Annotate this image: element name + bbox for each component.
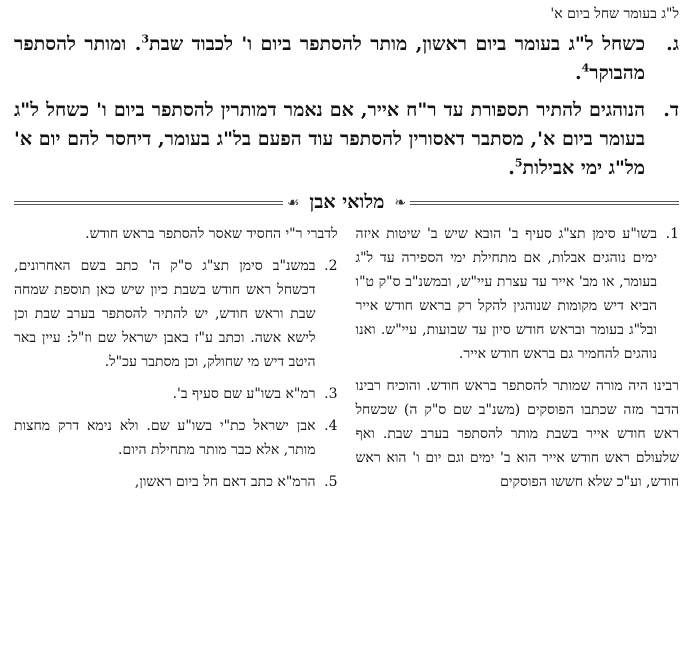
notes-column-left bbox=[14, 222, 338, 502]
footnote-continuation: לדברי ר"י החסיד שאסר להסתפר בראש חודש. bbox=[85, 226, 338, 242]
notes-column-right bbox=[356, 222, 680, 502]
running-head: ל"ג בעומר שחל ביום א' bbox=[550, 6, 679, 22]
footnote-ref[interactable]: 5 bbox=[514, 156, 523, 170]
rule-dalet bbox=[14, 96, 679, 183]
rule-text bbox=[14, 30, 645, 88]
section-divider bbox=[14, 191, 679, 214]
footnote-item bbox=[14, 414, 338, 462]
rule-text-part: כשחל ל"ג בעומר ביום ראשון, מותר להסתפר ביום ו' לכבוד שבת bbox=[148, 33, 645, 55]
footnote-number: 3. bbox=[324, 386, 338, 402]
rule-letter: ד. bbox=[663, 99, 679, 121]
rule-text bbox=[14, 96, 645, 183]
rule-text-part: הנוהגים להתיר תספורת עד ר"ח אייר, אם נאמר דמותרין להסתפר ביום ו' כשחל ל"ג בעומר ביום א', מסתבר דאסורין להסתפר עוד הפעם בל"ג בעומר, דיחסר להם יום א' מל"ג ימי אבילות bbox=[14, 99, 645, 179]
rule-text-part: . ומותר להסתפר מהבוקר bbox=[14, 33, 645, 84]
footnote-text: אבן ישראל כת"י בשו"ע שם. ולא נימא דרק מחצות מותר, אלא כבר מותר מתחילת היום. bbox=[14, 418, 316, 458]
footnote-number: 2. bbox=[324, 258, 338, 274]
divider-line bbox=[410, 201, 679, 205]
section-title: מלואי אבן bbox=[309, 191, 385, 213]
footnotes bbox=[14, 222, 679, 502]
footnote-ref[interactable]: 4 bbox=[581, 61, 590, 75]
footnote-ref[interactable]: 3 bbox=[141, 32, 149, 46]
footnote-item bbox=[14, 470, 338, 494]
rule-letter: ג. bbox=[666, 33, 679, 55]
footnote-text: בשו"ע סימן תצ"ג סעיף ב' הובא שיש ב' שיטות איזה ימים נוהגים אבלות, אם מתחילת ימי הספירה עד ל"ג בעומר, או מב' אייר עד עצרת עיי"ש, ובמשנ"ב ס"ק ט"ו הביא דיש מקומות שנוהגין להקל רק בראש חודש אייר ובל"ג בעומר ובראש חודש סיון עד שבועות, עיי"ש. ואנו נוהגים להחמיר גם בראש חודש אייר. bbox=[355, 226, 657, 362]
footnote-number: 4. bbox=[324, 418, 338, 434]
footnote-number: 5. bbox=[324, 474, 338, 490]
footnote-text: רמ"א בשו"ע שם סעיף ב'. bbox=[172, 386, 316, 402]
ornament-icon: ☙ bbox=[286, 194, 300, 211]
footnote-item bbox=[14, 254, 338, 374]
rule-gimel bbox=[14, 30, 679, 88]
rule-text-part: . bbox=[575, 62, 582, 84]
footnote-text: במשנ"ב סימן תצ"ג ס"ק ה' כתב בשם האחרונים, דכשחל ראש חודש בשבת כיון שיש כאן תוספת שמחה שבת וראש חודש, יש להתיר להסתפר בערב שבת וכן לישא אשה. וכתב ע"ז באבן ישראל שם וז"ל: עיין באר היטב דיש מי שחולק, וכן מסתבר עכ"ל. bbox=[14, 258, 316, 370]
ornament-icon: ❧ bbox=[394, 194, 407, 211]
footnote-item bbox=[14, 382, 338, 406]
divider-line bbox=[14, 201, 283, 205]
footnote-paragraph: רבינו היה מורה שמותר להסתפר בראש חודש. והוכיח רבינו הדבר מזה שכתבו הפוסקים (משנ"ב שם ס"ק ה) שכשחל ראש חודש אייר בשבת מותר להסתפר בערב שבת. ואף שלעולם ראש חודש אייר הוא ב' ימים וגם יום ו' הוא ראש חודש, וע"כ שלא חששו הפוסקים bbox=[355, 378, 679, 490]
footnote-text: הרמ"א כתב דאם חל ביום ראשון, bbox=[134, 474, 316, 490]
footnote-number: 1. bbox=[665, 226, 679, 242]
footnote-item bbox=[356, 222, 680, 366]
rule-text-part: . bbox=[508, 157, 515, 179]
